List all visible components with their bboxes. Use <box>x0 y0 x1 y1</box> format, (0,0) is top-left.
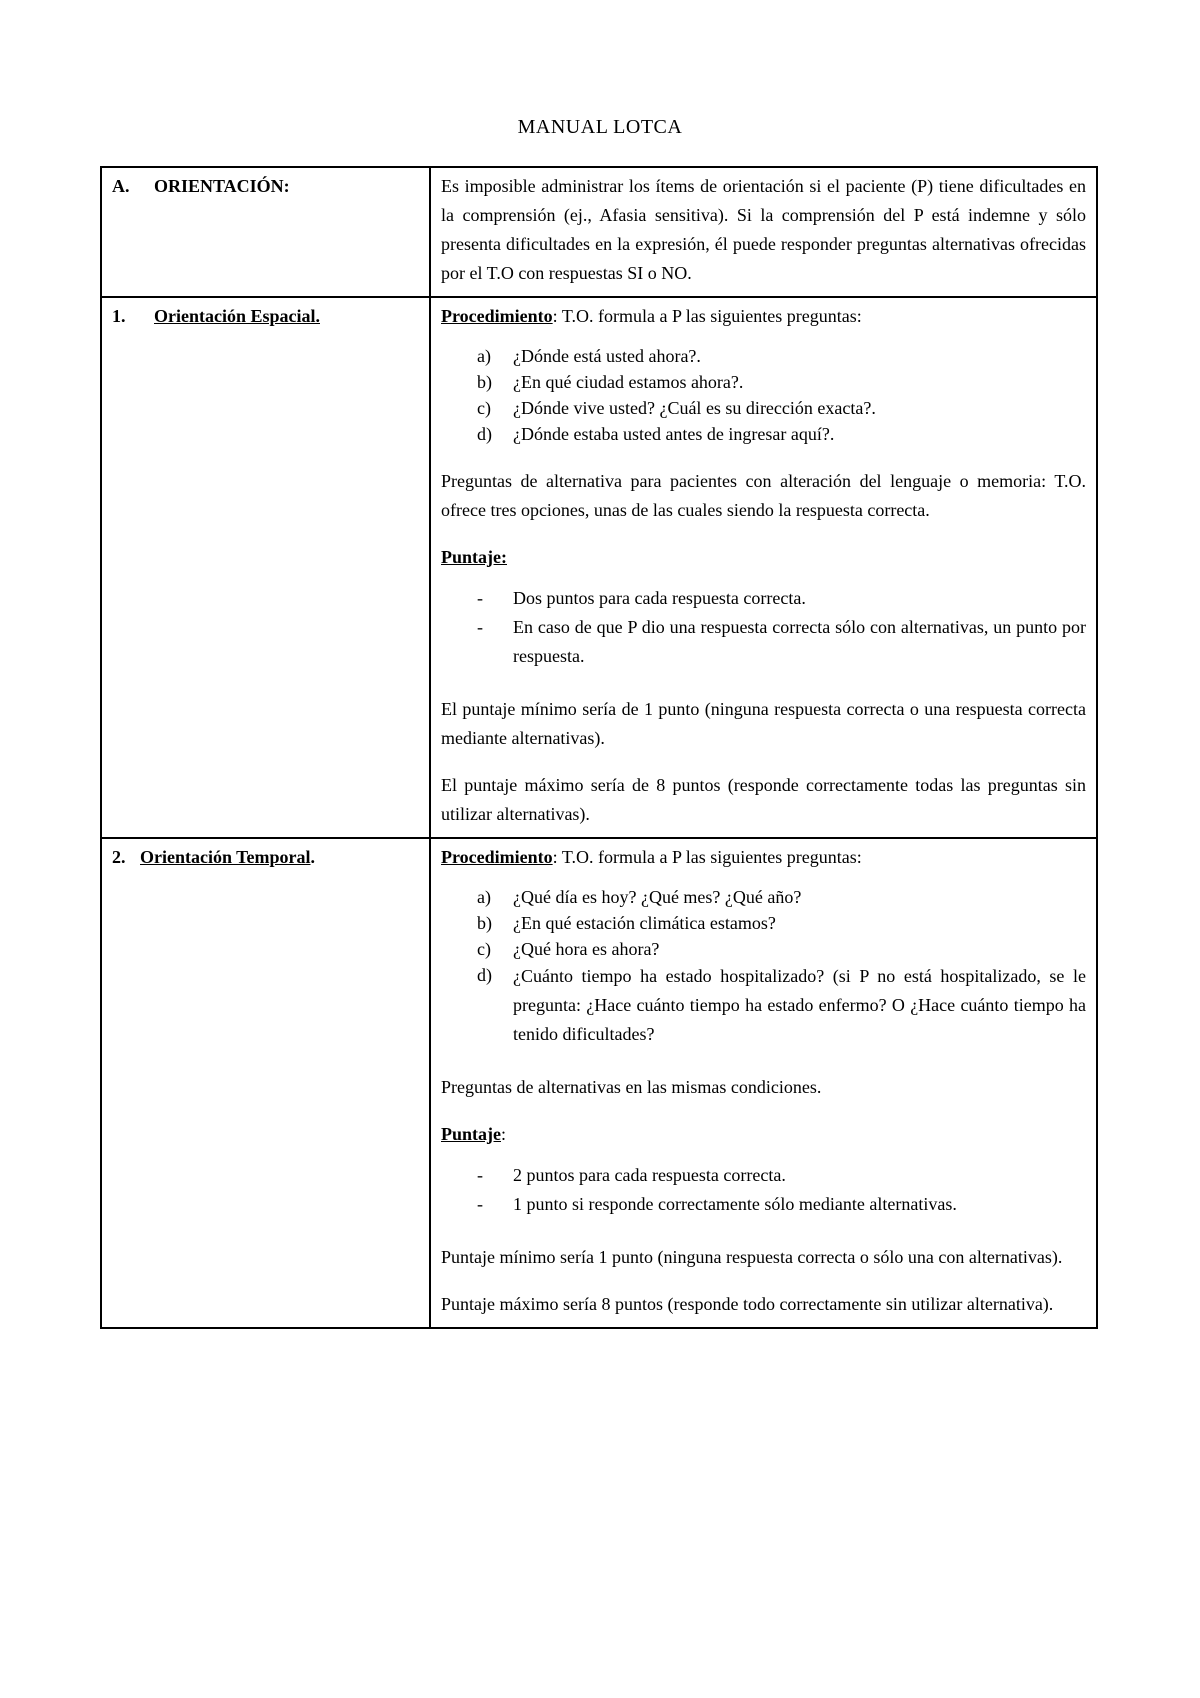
row-orientacion-temporal <box>101 838 1097 1328</box>
section-1-score-heading <box>441 543 1086 572</box>
section-1-number: 1. <box>112 306 126 326</box>
section-1-procedure-text: : T.O. formula a P las siguientes preguntas: <box>552 306 862 326</box>
section-2-max-score: Puntaje máximo sería 8 puntos (responde todo correctamente sin utilizar alternativa). <box>441 1294 1054 1314</box>
section-a-number: A. <box>112 176 130 196</box>
page-title: MANUAL LOTCA <box>517 116 683 138</box>
row-orientacion <box>101 167 1097 297</box>
section-1-content-cell <box>430 297 1097 838</box>
section-2-score-suffix: : <box>501 1124 507 1144</box>
section-a-content-cell <box>430 167 1097 297</box>
list-item: - 1 punto si responde correctamente sólo mediante alternativas. <box>477 1194 957 1214</box>
section-1-heading <box>112 302 419 331</box>
section-2-score-label: Puntaje <box>441 1124 501 1144</box>
section-2-label-suffix: . <box>310 847 315 867</box>
list-item: d) ¿Dónde estaba usted antes de ingresar aquí?. <box>477 424 835 444</box>
section-2-label-wrap <box>140 843 315 872</box>
section-1-score-list <box>441 584 1086 671</box>
section-1-min-score: El puntaje mínimo sería de 1 punto (ninguna respuesta correcta o una respuesta correcta mediante alternativas). <box>441 699 1086 748</box>
section-2-alternatives: Preguntas de alternativas en las mismas condiciones. <box>441 1077 822 1097</box>
list-item: d) ¿Cuánto tiempo ha estado hospitalizado? (si P no está hospitalizado, se le pregunta: ¿Hace cuánto tiempo ha estado enfermo? O ¿Hace cuánto tiempo ha tenido dificultades? <box>477 965 1086 1044</box>
list-item: c) ¿Qué hora es ahora? <box>477 939 660 959</box>
section-2-content-cell <box>430 838 1097 1328</box>
section-1-questions <box>441 343 1086 447</box>
section-a-header-cell <box>101 167 430 297</box>
section-a-label: ORIENTACIÓN: <box>154 176 290 196</box>
section-2-heading <box>112 843 419 872</box>
section-2-score-list <box>441 1161 1086 1219</box>
section-a-text: Es imposible administrar los ítems de orientación si el paciente (P) tiene dificultades en la comprensión (ej., Afasia sensitiva). Si la comprensión del P está indemne y sólo presenta dificultades en la expresión, él puede responder preguntas alternativas ofrecidas por el T.O con respuestas SI o NO. <box>441 176 1086 283</box>
section-2-questions <box>441 884 1086 1049</box>
list-item: b) ¿En qué estación climática estamos? <box>477 913 776 933</box>
section-1-label: Orientación Espacial. <box>154 306 320 326</box>
list-item: b) ¿En qué ciudad estamos ahora?. <box>477 372 744 392</box>
list-item: - Dos puntos para cada respuesta correcta. <box>477 588 806 608</box>
section-2-procedure <box>441 843 1086 872</box>
list-item: - En caso de que P dio una respuesta correcta sólo con alternativas, un punto por respuesta. <box>477 617 1086 666</box>
section-1-score-label: Puntaje: <box>441 547 507 567</box>
section-2-min-score: Puntaje mínimo sería 1 punto (ninguna respuesta correcta o sólo una con alternativas). <box>441 1247 1063 1267</box>
section-2-procedure-text: : T.O. formula a P las siguientes preguntas: <box>552 847 862 867</box>
list-item: a) ¿Qué día es hoy? ¿Qué mes? ¿Qué año? <box>477 887 802 907</box>
section-1-alternatives: Preguntas de alternativa para pacientes con alteración del lenguaje o memoria: T.O. ofrece tres opciones, unas de las cuales siendo la respuesta correcta. <box>441 471 1086 520</box>
section-1-procedure <box>441 302 1086 331</box>
list-item: c) ¿Dónde vive usted? ¿Cuál es su dirección exacta?. <box>477 398 876 418</box>
list-item: - 2 puntos para cada respuesta correcta. <box>477 1165 786 1185</box>
section-1-max-score: El puntaje máximo sería de 8 puntos (responde correctamente todas las preguntas sin utilizar alternativas). <box>441 775 1086 824</box>
lotca-table <box>100 166 1098 1329</box>
section-2-procedure-label: Procedimiento <box>441 847 553 867</box>
section-2-number: 2. <box>112 847 126 867</box>
list-item: a) ¿Dónde está usted ahora?. <box>477 346 701 366</box>
section-a-heading <box>112 172 419 201</box>
section-1-procedure-label: Procedimiento <box>441 306 553 326</box>
section-2-score-heading <box>441 1120 1086 1149</box>
section-2-header-cell <box>101 838 430 1328</box>
section-1-header-cell <box>101 297 430 838</box>
section-2-label: Orientación Temporal <box>140 847 311 867</box>
row-orientacion-espacial <box>101 297 1097 838</box>
